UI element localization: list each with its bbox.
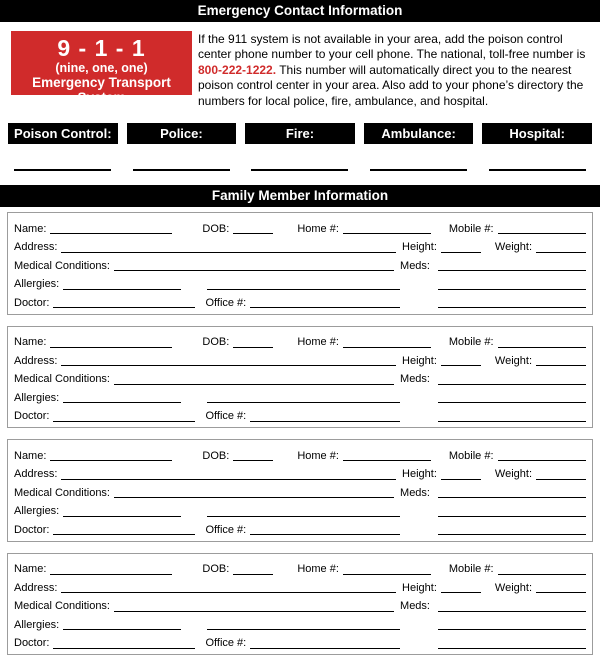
weight-blank-line: [536, 364, 586, 366]
doctor-label: Doctor:: [14, 410, 50, 423]
member-row-doctor: [14, 406, 586, 425]
allergies-label: Allergies:: [14, 618, 60, 631]
section-header-emergency-contact: Emergency Contact Information: [0, 0, 600, 22]
mobile-phone-blank-line: [498, 459, 586, 461]
member-row-identity: [14, 445, 586, 464]
mobile-phone-label: Mobile #:: [448, 563, 494, 576]
name-blank-line: [50, 346, 172, 348]
address-blank-line: [61, 591, 396, 593]
dob-blank-line: [233, 346, 273, 348]
dob-label: DOB:: [202, 449, 230, 462]
address-blank-line: [61, 478, 396, 480]
meds-label: Meds:: [400, 259, 430, 272]
name-label: Name:: [14, 336, 47, 349]
intro-section: [0, 22, 600, 109]
emergency-contact-box: Hospital:: [482, 123, 592, 144]
member-row-doctor: [14, 292, 586, 311]
member-row-identity: [14, 332, 586, 351]
emergency-contact-blank-cell: [364, 168, 474, 171]
meds-continuation-blank-line: [438, 647, 586, 649]
meds-continuation-blank-line: [438, 401, 586, 403]
mobile-phone-label: Mobile #:: [448, 222, 494, 235]
member-row-medical: [14, 369, 586, 388]
intro-text-before: If the 911 system is not available in your area, add the poison control center phone number to your cell phone. The national, toll-free number is: [198, 32, 586, 62]
medical-conditions-label: Medical Conditions:: [14, 486, 110, 499]
dob-label: DOB:: [202, 336, 230, 349]
name-blank-line: [50, 232, 172, 234]
emergency-contacts-blank-lines: [8, 168, 592, 171]
doctor-blank-line: [53, 647, 195, 649]
address-label: Address:: [14, 581, 58, 594]
weight-blank-line: [536, 478, 586, 480]
allergies-blank-line: [63, 401, 181, 403]
member-row-identity: [14, 559, 586, 578]
height-blank-line: [441, 591, 481, 593]
member-row-address: [14, 237, 586, 256]
office-phone-blank-line: [250, 306, 400, 308]
meds-label: Meds:: [400, 373, 430, 386]
emergency-contacts-row: [8, 123, 592, 144]
allergies-continuation-blank-line: [207, 515, 400, 517]
allergies-blank-line: [63, 628, 181, 630]
member-row-medical: [14, 255, 586, 274]
doctor-label: Doctor:: [14, 637, 50, 650]
home-phone-blank-line: [343, 232, 431, 234]
dob-blank-line: [233, 232, 273, 234]
allergies-blank-line: [63, 515, 181, 517]
dob-label: DOB:: [202, 222, 230, 235]
height-blank-line: [441, 478, 481, 480]
emergency-contact-blank-line: [14, 168, 111, 171]
height-label: Height:: [402, 354, 437, 367]
meds-continuation-blank-line: [438, 420, 586, 422]
poison-control-phone-number: 800-222-1222.: [198, 62, 277, 77]
emergency-contact-blank-line: [489, 168, 586, 171]
height-label: Height:: [402, 468, 437, 481]
intro-text-after: This number will automatically direct you to the nearest poison control center in your area. Also add to your phone’s directory the numbers for local police, fire, ambulance, and hospital.: [198, 62, 584, 108]
home-phone-blank-line: [343, 573, 431, 575]
emergency-contact-blank-cell: [245, 168, 355, 171]
dob-label: DOB:: [202, 563, 230, 576]
meds-continuation-blank-line: [438, 515, 586, 517]
home-phone-label: Home #:: [297, 336, 339, 349]
meds-label: Meds:: [400, 486, 430, 499]
meds-blank-line: [438, 610, 586, 612]
office-phone-label: Office #:: [205, 523, 247, 536]
doctor-blank-line: [53, 420, 195, 422]
mobile-phone-blank-line: [498, 346, 586, 348]
medical-conditions-label: Medical Conditions:: [14, 600, 110, 613]
doctor-blank-line: [53, 533, 195, 535]
doctor-label: Doctor:: [14, 296, 50, 309]
doctor-blank-line: [53, 306, 195, 308]
medical-conditions-label: Medical Conditions:: [14, 259, 110, 272]
emergency-contact-box: Poison Control:: [8, 123, 118, 144]
meds-continuation-blank-line: [438, 533, 586, 535]
medical-conditions-blank-line: [114, 610, 394, 612]
911-system-label: Emergency Transport System: [32, 75, 171, 105]
home-phone-blank-line: [343, 459, 431, 461]
member-row-allergies: [14, 614, 586, 633]
name-label: Name:: [14, 563, 47, 576]
height-label: Height:: [402, 241, 437, 254]
weight-label: Weight:: [494, 354, 532, 367]
mobile-phone-blank-line: [498, 573, 586, 575]
allergies-label: Allergies:: [14, 505, 60, 518]
family-member-card: [7, 439, 593, 542]
mobile-phone-label: Mobile #:: [448, 336, 494, 349]
meds-blank-line: [438, 383, 586, 385]
weight-label: Weight:: [494, 241, 532, 254]
address-label: Address:: [14, 468, 58, 481]
address-label: Address:: [14, 354, 58, 367]
home-phone-label: Home #:: [297, 563, 339, 576]
member-row-doctor: [14, 519, 586, 538]
name-blank-line: [50, 459, 172, 461]
weight-label: Weight:: [494, 468, 532, 481]
weight-label: Weight:: [494, 581, 532, 594]
family-member-card: [7, 553, 593, 655]
meds-blank-line: [438, 496, 586, 498]
member-row-identity: [14, 218, 586, 237]
allergies-label: Allergies:: [14, 278, 60, 291]
member-row-doctor: [14, 633, 586, 652]
address-blank-line: [61, 364, 396, 366]
allergies-blank-line: [63, 288, 181, 290]
allergies-continuation-blank-line: [207, 401, 400, 403]
weight-blank-line: [536, 251, 586, 253]
office-phone-blank-line: [250, 420, 400, 422]
meds-continuation-blank-line: [438, 628, 586, 630]
dob-blank-line: [233, 573, 273, 575]
emergency-contact-blank-cell: [482, 168, 592, 171]
office-phone-label: Office #:: [205, 410, 247, 423]
home-phone-label: Home #:: [297, 449, 339, 462]
911-red-box: [11, 31, 192, 105]
meds-label: Meds:: [400, 600, 430, 613]
emergency-contact-blank-cell: [8, 168, 118, 171]
emergency-contact-blank-line: [133, 168, 230, 171]
name-label: Name:: [14, 222, 47, 235]
home-phone-label: Home #:: [297, 222, 339, 235]
member-row-allergies: [14, 274, 586, 293]
emergency-contact-blank-line: [251, 168, 348, 171]
911-number: 9 - 1 - 1: [57, 35, 146, 61]
emergency-contact-box: Fire:: [245, 123, 355, 144]
emergency-contact-box: Ambulance:: [364, 123, 474, 144]
emergency-contact-blank-line: [370, 168, 467, 171]
emergency-contact-blank-cell: [127, 168, 237, 171]
meds-continuation-blank-line: [438, 306, 586, 308]
office-phone-blank-line: [250, 647, 400, 649]
member-row-address: [14, 350, 586, 369]
medical-conditions-blank-line: [114, 496, 394, 498]
member-row-allergies: [14, 501, 586, 520]
doctor-label: Doctor:: [14, 523, 50, 536]
meds-blank-line: [438, 269, 586, 271]
section-header-family-member: Family Member Information: [0, 185, 600, 207]
member-row-medical: [14, 596, 586, 615]
address-label: Address:: [14, 241, 58, 254]
member-row-address: [14, 464, 586, 483]
height-blank-line: [441, 364, 481, 366]
address-blank-line: [61, 251, 396, 253]
family-member-card: [7, 326, 593, 429]
emergency-contact-box: Police:: [127, 123, 237, 144]
height-blank-line: [441, 251, 481, 253]
allergies-continuation-blank-line: [207, 288, 400, 290]
911-words: (nine, one, one): [55, 61, 148, 75]
family-member-card: [7, 212, 593, 315]
name-label: Name:: [14, 449, 47, 462]
member-row-medical: [14, 482, 586, 501]
allergies-continuation-blank-line: [207, 628, 400, 630]
allergies-label: Allergies:: [14, 391, 60, 404]
name-blank-line: [50, 573, 172, 575]
office-phone-blank-line: [250, 533, 400, 535]
height-label: Height:: [402, 581, 437, 594]
office-phone-label: Office #:: [205, 637, 247, 650]
medical-conditions-blank-line: [114, 383, 394, 385]
medical-conditions-label: Medical Conditions:: [14, 373, 110, 386]
meds-continuation-blank-line: [438, 288, 586, 290]
member-row-allergies: [14, 387, 586, 406]
intro-paragraph: [198, 31, 590, 109]
home-phone-blank-line: [343, 346, 431, 348]
office-phone-label: Office #:: [205, 296, 247, 309]
mobile-phone-label: Mobile #:: [448, 449, 494, 462]
member-row-address: [14, 577, 586, 596]
family-members-list: [0, 212, 600, 655]
weight-blank-line: [536, 591, 586, 593]
mobile-phone-blank-line: [498, 232, 586, 234]
dob-blank-line: [233, 459, 273, 461]
medical-conditions-blank-line: [114, 269, 394, 271]
